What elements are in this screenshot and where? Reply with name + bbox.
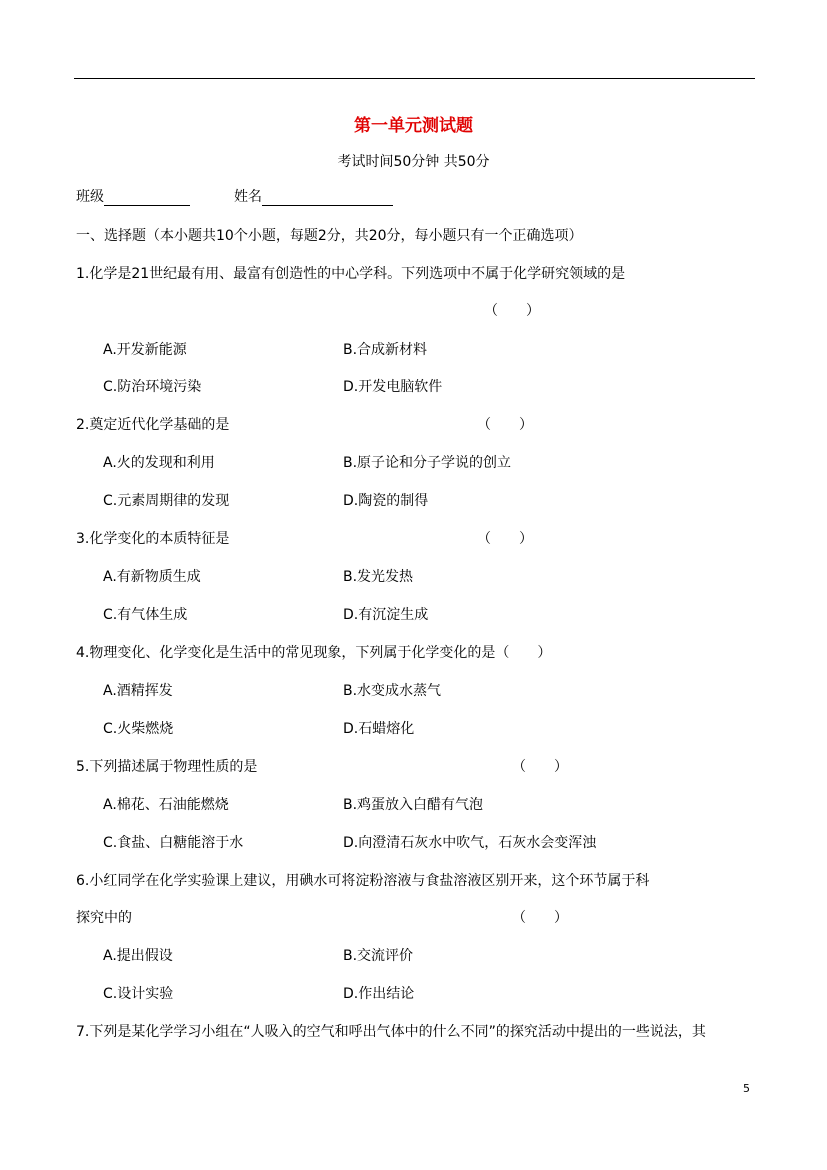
question-4-option-b[interactable]: B.水变成水蒸气 [343,683,442,699]
question-3-option-a[interactable]: A.有新物质生成 [103,569,201,585]
question-5-answer[interactable]: （ ） [512,759,568,775]
name-label: 姓名 [234,189,262,205]
question-2-option-c[interactable]: C.元素周期律的发现 [103,493,230,509]
question-3-answer[interactable]: （ ） [477,531,533,547]
question-5-option-b[interactable]: B.鸡蛋放入白醋有气泡 [343,797,484,813]
question-4-stem: 4.物理变化、化学变化是生活中的常见现象，下列属于化学变化的是（ ） [76,645,552,661]
question-6-option-d[interactable]: D.作出结论 [343,986,415,1002]
question-1-stem: 1.化学是21世纪最有用、最富有创造性的中心学科。下列选项中不属于化学研究领域的是 [76,266,626,282]
student-info-row [76,188,393,206]
question-6-option-a[interactable]: A.提出假设 [103,948,173,964]
question-2-stem: 2.奠定近代化学基础的是 [76,417,230,433]
question-4-option-d[interactable]: D.石蜡熔化 [343,721,415,737]
question-5-option-a[interactable]: A.棉花、石油能燃烧 [103,797,229,813]
question-3-option-d[interactable]: D.有沉淀生成 [343,607,429,623]
header-rule [74,78,755,79]
question-2-answer[interactable]: （ ） [477,417,533,433]
question-3-stem: 3.化学变化的本质特征是 [76,531,230,547]
class-blank[interactable] [104,189,190,206]
question-1-answer[interactable]: （ ） [484,303,540,319]
question-5-stem: 5.下列描述属于物理性质的是 [76,759,258,775]
name-blank[interactable] [262,189,393,206]
question-6-option-b[interactable]: B.交流评价 [343,948,414,964]
question-2-option-b[interactable]: B.原子论和分子学说的创立 [343,455,512,471]
question-4-option-c[interactable]: C.火柴燃烧 [103,721,174,737]
question-2-option-a[interactable]: A.火的发现和利用 [103,455,215,471]
exam-info: 考试时间50分钟 共50分 [337,154,490,170]
question-1-option-d[interactable]: D.开发电脑软件 [343,379,443,395]
page-title: 第一单元测试题 [354,116,473,136]
page-number: 5 [743,1082,750,1095]
class-label: 班级 [76,189,104,205]
question-1-option-c[interactable]: C.防治环境污染 [103,379,202,395]
question-4-option-a[interactable]: A.酒精挥发 [103,683,173,699]
question-6-stem-continued: 探究中的 [76,910,132,926]
question-6-answer[interactable]: （ ） [512,910,568,926]
question-6-option-c[interactable]: C.设计实验 [103,986,174,1002]
question-3-option-b[interactable]: B.发光发热 [343,569,414,585]
question-6-stem: 6.小红同学在化学实验课上建议，用碘水可将淀粉溶液与食盐溶液区别开来，这个环节属于科 [76,873,650,889]
question-3-option-c[interactable]: C.有气体生成 [103,607,188,623]
question-7-stem: 7.下列是某化学学习小组在“人吸入的空气和呼出气体中的什么不同”的探究活动中提出的一些说法，其 [76,1024,706,1040]
section-heading: 一、选择题（本小题共10个小题，每题2分，共20分，每小题只有一个正确选项） [76,228,583,244]
question-5-option-d[interactable]: D.向澄清石灰水中吹气，石灰水会变浑浊 [343,835,597,851]
question-1-option-a[interactable]: A.开发新能源 [103,342,187,358]
question-5-option-c[interactable]: C.食盐、白糖能溶于水 [103,835,244,851]
question-2-option-d[interactable]: D.陶瓷的制得 [343,493,429,509]
question-1-option-b[interactable]: B.合成新材料 [343,342,428,358]
